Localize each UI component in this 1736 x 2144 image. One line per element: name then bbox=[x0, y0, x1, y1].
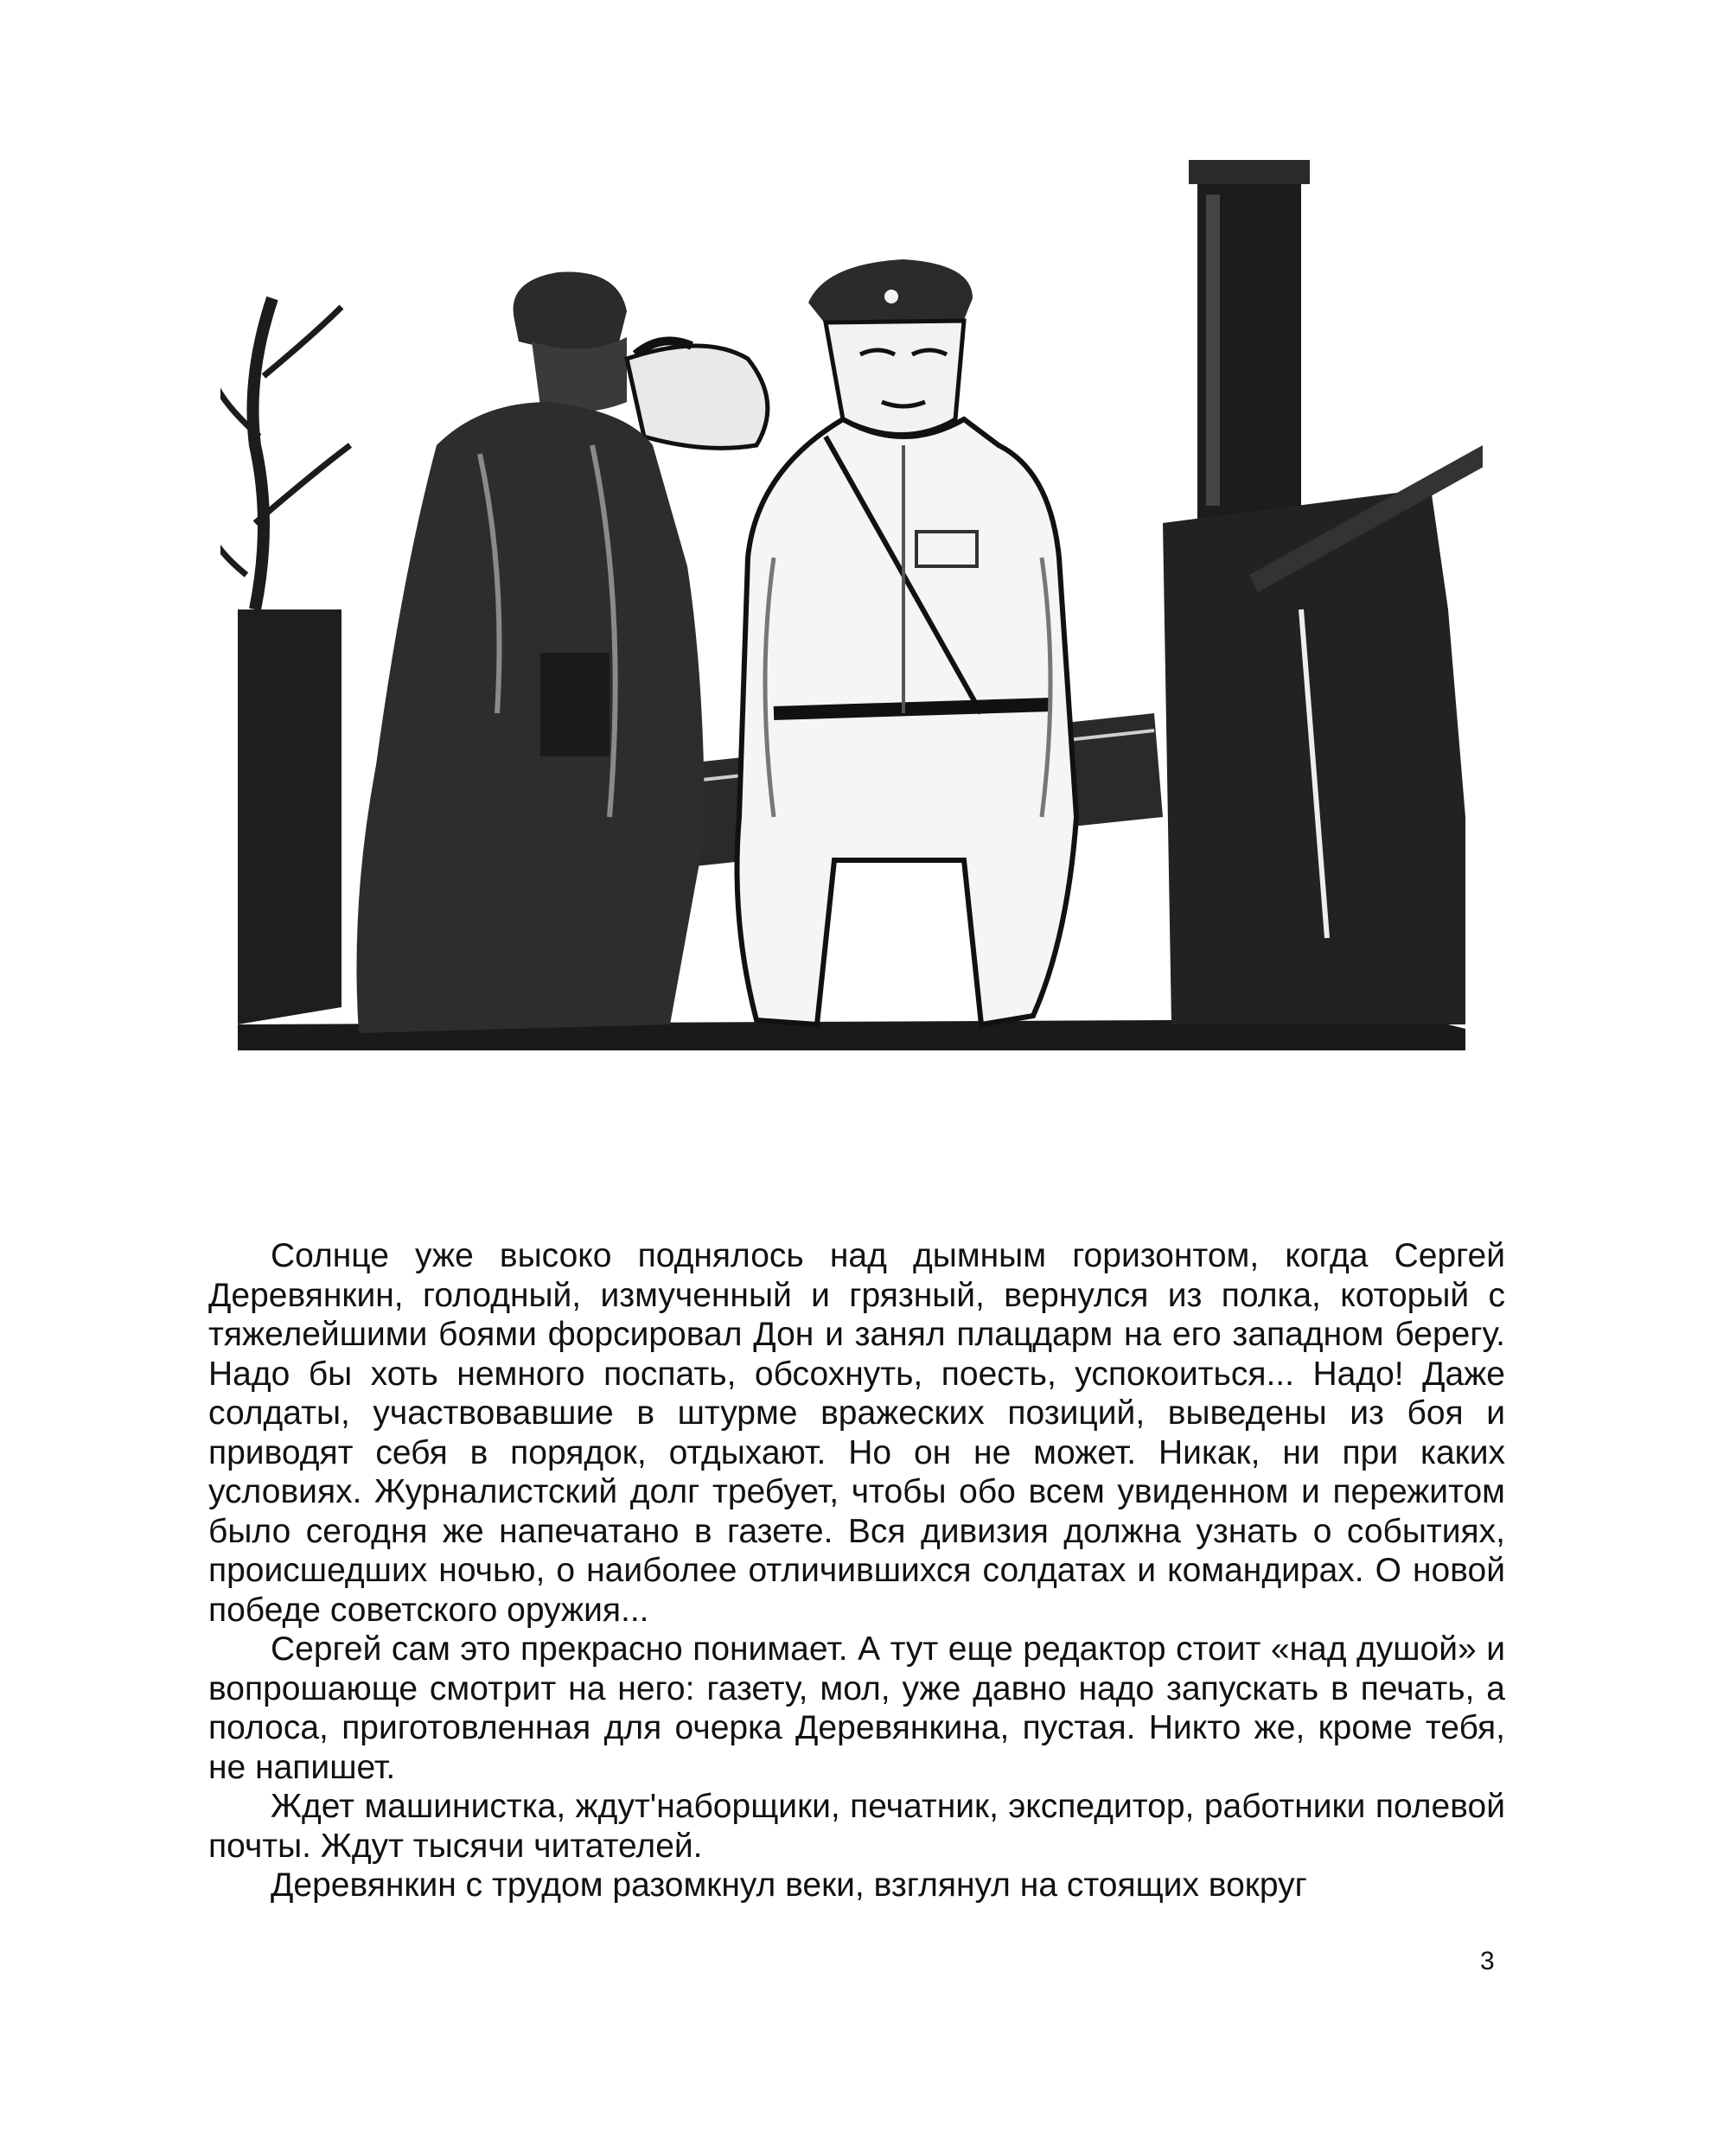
officer-tunic bbox=[737, 419, 1077, 1024]
saluting-arm bbox=[627, 346, 768, 448]
paragraph-4: Деревянкин с трудом разомкнул веки, взглянул на стоящих вокруг bbox=[271, 1866, 1307, 1904]
tree-trunk bbox=[253, 298, 273, 609]
illustration-drawing bbox=[220, 160, 1483, 1076]
field-bag bbox=[540, 653, 610, 756]
chimney-top bbox=[1189, 160, 1310, 184]
paragraph-1: Солнце уже высоко поднялось над дымным горизонтом, когда Сергей Деревянкин, голодный, измученный и грязный, вернулся из полка, который с тяжелейшими боями форсировал Дон и занял плацдарм на его западном берегу. Надо бы хоть немного поспать, обсохнуть, поесть, успокоиться... Надо! Даже солдаты, участвовавшие в штурме вражеских позиций, выведены из боя и приводят себя в порядок, отдыхают. Но он не может. Никак, ни при каких условиях. Журналистский долг требует, чтобы обо всем увиденном и пережитом было сегодня же напечатано в газете. Вся дивизия должна узнать о событиях, происшедших ночью, о наиболее отличившихся солдатах и командирах. О новой победе советского оружия... bbox=[208, 1237, 1505, 1629]
cap-star-icon bbox=[884, 290, 898, 303]
officer-belt bbox=[774, 705, 1050, 713]
raincoat bbox=[357, 402, 705, 1033]
soldier-cap bbox=[514, 272, 627, 349]
chimney-texture bbox=[1206, 195, 1220, 506]
illustration-soldiers-saluting bbox=[220, 160, 1483, 1076]
body-text bbox=[208, 1236, 1505, 1905]
bushes-left bbox=[238, 609, 341, 1024]
page-number: 3 bbox=[1480, 1947, 1495, 1975]
paragraph-2: Сергей сам это прекрасно понимает. А тут еще редактор стоит «над душой» и вопрошающе смотрит на него: газету, мол, уже давно надо запускать в печать, а полоса, приготовленная для очерка Деревянкина, пустая. Никто же, кроме тебя, не напишет. bbox=[208, 1630, 1505, 1786]
tree-branches bbox=[220, 307, 350, 575]
officer-face bbox=[826, 321, 964, 435]
paragraph-3: Ждет машинистка, ждут'наборщики, печатник, экспедитор, работники полевой почты. Ждут тысячи читателей. bbox=[208, 1788, 1505, 1865]
